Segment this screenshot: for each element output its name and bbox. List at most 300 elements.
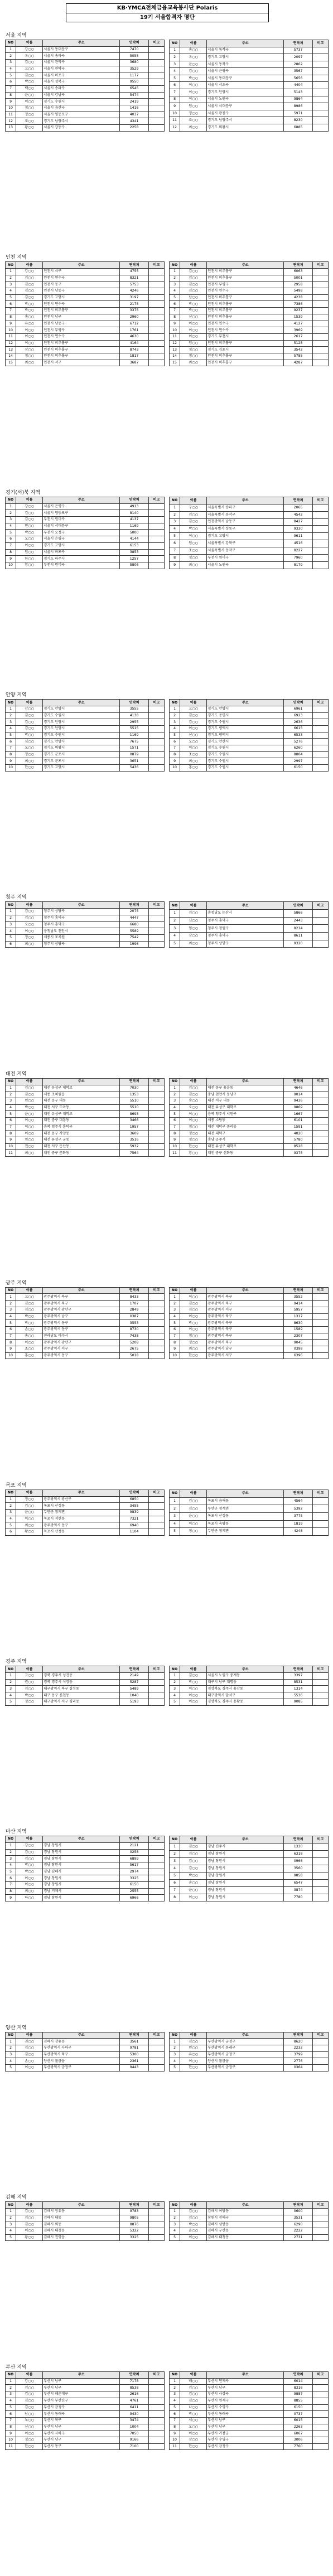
person-name: 최○○ <box>180 758 207 765</box>
column-header: 연락처 <box>284 1287 313 1294</box>
table-row <box>6 105 165 111</box>
person-address: 부산시 연제구 <box>207 2398 284 2404</box>
person-name: 이○○ <box>16 99 43 105</box>
column-header: 이름 <box>16 902 43 909</box>
column-header: 주소 <box>43 262 120 269</box>
table-row <box>170 1512 329 1520</box>
phone-last4: 2997 <box>284 758 313 765</box>
person-name: 권○○ <box>16 2039 43 2045</box>
row-number: 6 <box>170 82 180 89</box>
person-address: 김해시 장유동 <box>43 2209 120 2215</box>
region-section <box>5 254 329 366</box>
table-row <box>6 347 165 353</box>
phone-last4: 6396 <box>284 1352 313 1359</box>
table-row <box>170 1520 329 1528</box>
phone-last4: 7100 <box>120 2443 149 2450</box>
row-number: 4 <box>170 1865 180 1872</box>
column-header: 주소 <box>43 1287 120 1294</box>
phone-last4: 2097 <box>284 54 313 61</box>
row-number: 8 <box>6 1888 16 1895</box>
table-row <box>6 1091 165 1098</box>
person-address: 부산시 기장군 <box>207 2431 284 2437</box>
note <box>312 1320 328 1327</box>
person-address: 대구 동구 신천동 <box>43 1692 120 1699</box>
person-address: 경남 김해시 <box>43 1869 120 1875</box>
table-row <box>170 1887 329 1894</box>
table-header-row <box>6 2202 165 2209</box>
person-address: 청주시 흥덕구 <box>43 915 120 921</box>
table-row <box>6 909 165 915</box>
column-header: NO <box>170 40 180 47</box>
region-title: 청주 지역 <box>6 895 27 901</box>
note <box>312 82 328 89</box>
note <box>148 2391 164 2398</box>
note <box>312 1346 328 1352</box>
table-row <box>170 1865 329 1872</box>
people-table-right <box>169 1836 329 1901</box>
person-name: 최○○ <box>180 124 207 131</box>
table-row <box>170 2215 329 2221</box>
person-name: 김○○ <box>16 294 43 301</box>
phone-last4: 8214 <box>284 925 313 933</box>
column-header: 이름 <box>180 2372 207 2379</box>
note <box>148 1098 164 1104</box>
person-address: 부산광역시 금정구 <box>207 2051 284 2058</box>
note <box>312 554 328 561</box>
person-address: 인천시 서구 <box>43 269 120 275</box>
person-address: 대구시 남구 대명동 <box>207 1679 284 1686</box>
person-address: 인천시 연수구 <box>43 301 120 308</box>
row-number: 2 <box>6 712 16 719</box>
phone-last4: 1416 <box>120 105 149 111</box>
person-name: 정○○ <box>16 353 43 360</box>
table-row <box>6 1346 165 1352</box>
column-header: 비고 <box>148 1836 164 1843</box>
table-row <box>6 941 165 948</box>
region-title: 경기(서)북 지역 <box>6 490 41 496</box>
row-number: 1 <box>170 910 180 918</box>
row-number: 5 <box>170 1111 180 1118</box>
table-header-row <box>6 902 165 909</box>
phone-last4: 6545 <box>120 85 149 92</box>
note <box>312 910 328 918</box>
row-number: 1 <box>170 2039 180 2045</box>
person-name: 이○○ <box>180 1111 207 1118</box>
person-address: 광주광역시 북구 <box>207 1340 284 1346</box>
note <box>148 1352 164 1359</box>
phone-last4: 1761 <box>120 327 149 334</box>
phone-last4: 2443 <box>284 917 313 925</box>
person-address: 서울시 서대문구 <box>43 523 120 530</box>
person-address: 인천시 미추홀구 <box>207 360 284 366</box>
row-number: 15 <box>6 360 16 366</box>
person-address: 김해시 구산동 <box>207 2228 284 2235</box>
person-address: 인천시 미추홀구 <box>43 347 120 353</box>
table-row <box>170 547 329 554</box>
note <box>312 2215 328 2221</box>
note <box>312 1091 328 1098</box>
phone-last4: 8611 <box>284 932 313 940</box>
note <box>312 2411 328 2418</box>
person-address: 서울특별시 강북구 <box>207 540 284 547</box>
person-address: 경기도 김포시 <box>207 347 284 353</box>
table-header-row <box>170 1287 329 1294</box>
people-table-right <box>169 699 329 772</box>
person-address: 서울시 노원구 <box>207 561 284 569</box>
person-address: 무안군 청계면 <box>207 1528 284 1536</box>
column-header: 주소 <box>43 2032 120 2039</box>
person-name: 김○○ <box>16 915 43 921</box>
person-name: 최○○ <box>16 1522 43 1529</box>
note <box>148 745 164 752</box>
row-number: 6 <box>6 941 16 948</box>
note <box>148 1503 164 1510</box>
table-row <box>170 1679 329 1686</box>
person-name: 김○○ <box>16 2398 43 2404</box>
phone-last4: 1177 <box>120 72 149 79</box>
table-row <box>6 2437 165 2443</box>
people-table-right <box>169 497 329 569</box>
note <box>312 96 328 103</box>
person-name: 유○○ <box>180 2051 207 2058</box>
person-name: 이○○ <box>180 1686 207 1692</box>
phone-last4: 8538 <box>120 2385 149 2391</box>
table-row <box>170 308 329 314</box>
column-header: 주소 <box>43 1836 120 1843</box>
person-address: 서울시 동대문구 <box>207 75 284 82</box>
person-name: 이○○ <box>180 1894 207 1901</box>
phone-last4: 3516 <box>120 1137 149 1144</box>
table-row <box>6 1849 165 1856</box>
table-row <box>6 1862 165 1869</box>
person-name: 조○○ <box>16 1346 43 1352</box>
note <box>312 1118 328 1124</box>
region-table-pair <box>5 261 329 366</box>
person-name: 김○○ <box>16 1085 43 1091</box>
phone-last4: 4137 <box>120 517 149 523</box>
note <box>148 1888 164 1895</box>
person-name: 이○○ <box>180 1326 207 1333</box>
note <box>312 321 328 327</box>
person-name: 백○○ <box>16 85 43 92</box>
note <box>312 89 328 96</box>
column-header: 비고 <box>312 40 328 47</box>
row-number: 10 <box>170 110 180 117</box>
table-row <box>6 1294 165 1301</box>
row-number: 4 <box>6 1516 16 1522</box>
note <box>148 111 164 118</box>
table-row <box>6 542 165 549</box>
person-name: 조○○ <box>180 117 207 124</box>
note <box>312 518 328 526</box>
person-address: 경상북도 경주시 용강동 <box>207 1686 284 1692</box>
note <box>148 1510 164 1516</box>
person-name: 임○○ <box>180 540 207 547</box>
person-name: 이○○ <box>180 1294 207 1301</box>
column-header: NO <box>6 2202 16 2209</box>
people-table-right <box>169 901 329 948</box>
note <box>312 117 328 124</box>
note <box>312 504 328 511</box>
table-row <box>170 751 329 758</box>
note <box>312 282 328 288</box>
person-address: 김해시 내동 <box>43 2215 120 2221</box>
phone-last4: 5489 <box>120 1686 149 1692</box>
row-number: 4 <box>170 725 180 732</box>
note <box>148 1307 164 1313</box>
table-row <box>170 2385 329 2391</box>
note <box>148 53 164 60</box>
table-row <box>6 269 165 275</box>
person-address: 경남 창원시 <box>207 1858 284 1865</box>
person-name: 이○○ <box>16 1516 43 1522</box>
table-row <box>170 1124 329 1131</box>
person-name: 김○○ <box>16 1856 43 1862</box>
note <box>148 503 164 510</box>
person-name: 최○○ <box>16 758 43 765</box>
table-row <box>170 1150 329 1157</box>
person-address: 충청남도 천안시 <box>43 928 120 935</box>
table-row <box>170 533 329 540</box>
column-header: NO <box>6 700 16 706</box>
phone-last4: 3567 <box>284 68 313 75</box>
person-address: 김해시 삼방동 <box>207 2221 284 2228</box>
person-address: 광주광역시 북구 <box>207 1320 284 1327</box>
note <box>312 1131 328 1137</box>
phone-last4: 2222 <box>284 2228 313 2235</box>
table-row <box>170 1118 329 1124</box>
table-row <box>6 2051 165 2058</box>
note <box>148 1875 164 1882</box>
table-row <box>6 2431 165 2437</box>
row-number: 1 <box>6 269 16 275</box>
person-name: 이○○ <box>180 1118 207 1124</box>
row-number: 2 <box>170 2215 180 2221</box>
person-address: 광주광역시 동구 <box>43 1522 120 1529</box>
note <box>148 751 164 758</box>
row-number: 11 <box>170 117 180 124</box>
row-number: 4 <box>6 2058 16 2065</box>
table-row <box>6 2215 165 2221</box>
row-number: 7 <box>170 745 180 752</box>
row-number: 8 <box>170 554 180 561</box>
table-row <box>170 282 329 288</box>
row-number: 1 <box>6 2209 16 2215</box>
table-row <box>170 96 329 103</box>
person-name: 이○○ <box>16 1124 43 1131</box>
person-name: 김○○ <box>180 275 207 282</box>
table-row <box>6 2209 165 2215</box>
person-name: 이○○ <box>16 327 43 334</box>
row-number: 11 <box>170 1150 180 1157</box>
phone-last4: 2616 <box>120 2391 149 2398</box>
row-number: 3 <box>170 1098 180 1104</box>
table-row <box>6 2221 165 2228</box>
row-number: 3 <box>6 2391 16 2398</box>
phone-last4: 5392 <box>284 1505 313 1513</box>
person-name: 남○○ <box>16 2411 43 2418</box>
table-row <box>170 124 329 131</box>
region-section <box>5 1658 329 1705</box>
row-number: 3 <box>170 719 180 726</box>
people-table-left <box>5 699 165 772</box>
person-name: 정○○ <box>16 751 43 758</box>
region-table-pair <box>5 497 329 569</box>
region-title: 양산 지역 <box>6 2025 27 2031</box>
column-header: 비고 <box>312 1666 328 1673</box>
note <box>312 1887 328 1894</box>
note <box>312 47 328 54</box>
note <box>148 1118 164 1124</box>
phone-last4: 5474 <box>120 92 149 99</box>
note <box>312 353 328 360</box>
people-table-left <box>5 901 165 948</box>
person-name: 한○○ <box>16 2443 43 2450</box>
person-address: 경기도 수원시 <box>207 751 284 758</box>
region-table-pair <box>5 1490 329 1536</box>
person-name: 김○○ <box>16 1301 43 1307</box>
row-number: 2 <box>6 1301 16 1307</box>
person-name: 김○○ <box>16 1849 43 1856</box>
person-address: 부산광역시 금정구 <box>207 2039 284 2045</box>
column-header: NO <box>6 1490 16 1497</box>
people-table-right <box>169 2201 329 2241</box>
person-name: 노○○ <box>16 2417 43 2424</box>
column-header: 비고 <box>312 700 328 706</box>
row-number: 1 <box>6 1673 16 1680</box>
person-name: 오○○ <box>16 536 43 543</box>
phone-last4: 9330 <box>284 526 313 533</box>
phone-last4: 3397 <box>284 1673 313 1680</box>
table-header-row <box>170 2032 329 2039</box>
phone-last4: 3969 <box>284 327 313 334</box>
person-address: 김해시 장유동 <box>43 2039 120 2045</box>
person-name: 정○○ <box>16 1496 43 1503</box>
person-address: 경기도 안양시 <box>207 706 284 712</box>
table-row <box>6 1856 165 1862</box>
row-number: 4 <box>170 1692 180 1699</box>
person-name: 최○○ <box>180 561 207 569</box>
phone-last4: 1817 <box>120 353 149 360</box>
phone-last4: 9375 <box>284 1150 313 1157</box>
phone-last4: 8630 <box>284 1320 313 1327</box>
person-address: 김해시 대청동 <box>207 2234 284 2241</box>
row-number: 2 <box>6 53 16 60</box>
row-number: 3 <box>6 1510 16 1516</box>
person-address: 부산시 남구 <box>207 2385 284 2391</box>
person-name: 김○○ <box>180 68 207 75</box>
note <box>312 758 328 765</box>
person-name: 황○○ <box>16 562 43 569</box>
table-row <box>170 2039 329 2045</box>
person-address: 김해시 진영읍 <box>43 2234 120 2241</box>
person-address: 서울시 용산구 <box>43 105 120 111</box>
row-number: 7 <box>170 89 180 96</box>
note <box>148 2221 164 2228</box>
phone-last4: 5018 <box>120 1352 149 1359</box>
column-header: 연락처 <box>120 1490 149 1497</box>
table-row <box>6 2039 165 2045</box>
person-name: 박○○ <box>180 2411 207 2418</box>
column-header: 연락처 <box>120 2372 149 2379</box>
column-header: NO <box>6 262 16 269</box>
phone-last4: 2849 <box>120 1307 149 1313</box>
table-row <box>170 1851 329 1858</box>
row-number: 3 <box>6 1856 16 1862</box>
row-number: 9 <box>6 556 16 562</box>
people-table-right <box>169 1666 329 1705</box>
person-address: 서울시 동대문구 <box>43 46 120 53</box>
column-header: 비고 <box>148 262 164 269</box>
people-table-left <box>5 2032 165 2072</box>
row-number: 6 <box>6 1326 16 1333</box>
person-address: 세종 조치원읍 <box>43 1091 120 1098</box>
table-row <box>6 719 165 726</box>
table-header-row <box>170 1490 329 1498</box>
person-name: 신○○ <box>180 732 207 739</box>
column-header: 이름 <box>180 262 207 269</box>
people-table-left <box>5 2201 165 2241</box>
table-row <box>6 536 165 543</box>
person-address: 충남 공주시 <box>207 1137 284 1144</box>
table-row <box>6 706 165 712</box>
note <box>312 1844 328 1851</box>
note <box>312 706 328 712</box>
person-address: 광주광역시 광산구 <box>43 1496 120 1503</box>
phone-last4: 4516 <box>284 540 313 547</box>
column-header: NO <box>170 2372 180 2379</box>
person-name: 손○○ <box>16 1326 43 1333</box>
note <box>148 1862 164 1869</box>
phone-last4: 9436 <box>284 1098 313 1104</box>
column-header: 주소 <box>43 2372 120 2379</box>
table-row <box>6 1143 165 1150</box>
table-row <box>170 89 329 96</box>
note <box>312 712 328 719</box>
column-header: NO <box>6 2372 16 2379</box>
row-number: 11 <box>6 2443 16 2450</box>
person-address: 경남 창원시 <box>43 1875 120 1882</box>
person-name: 김○○ <box>180 712 207 719</box>
person-address: 경기도 수원시 <box>207 719 284 726</box>
row-number: 3 <box>170 1512 180 1520</box>
person-name: 오○○ <box>16 745 43 752</box>
table-row <box>6 1118 165 1124</box>
phone-last4: 6680 <box>120 921 149 928</box>
note <box>312 314 328 321</box>
row-number: 6 <box>170 1880 180 1887</box>
phone-last4: 3529 <box>120 66 149 72</box>
phone-last4: 9430 <box>120 2411 149 2418</box>
person-name: 김○○ <box>16 2045 43 2052</box>
person-address: 경기도 평택시 <box>207 732 284 739</box>
phone-last4: 8427 <box>284 518 313 526</box>
person-address: 광주광역시 광산구 <box>43 1307 120 1313</box>
person-address: 경기도 남양주시 <box>207 117 284 124</box>
phone-last4: 9864 <box>284 96 313 103</box>
note <box>312 1150 328 1157</box>
row-number: 4 <box>170 2228 180 2235</box>
note <box>148 2065 164 2072</box>
person-name: 박○○ <box>16 1692 43 1699</box>
row-number: 4 <box>6 288 16 295</box>
row-number: 2 <box>6 2385 16 2391</box>
note <box>312 288 328 295</box>
person-address: 목포시 옥암동 <box>207 1520 284 1528</box>
phone-last4: 5806 <box>120 562 149 569</box>
table-row <box>6 1686 165 1692</box>
note <box>148 510 164 517</box>
